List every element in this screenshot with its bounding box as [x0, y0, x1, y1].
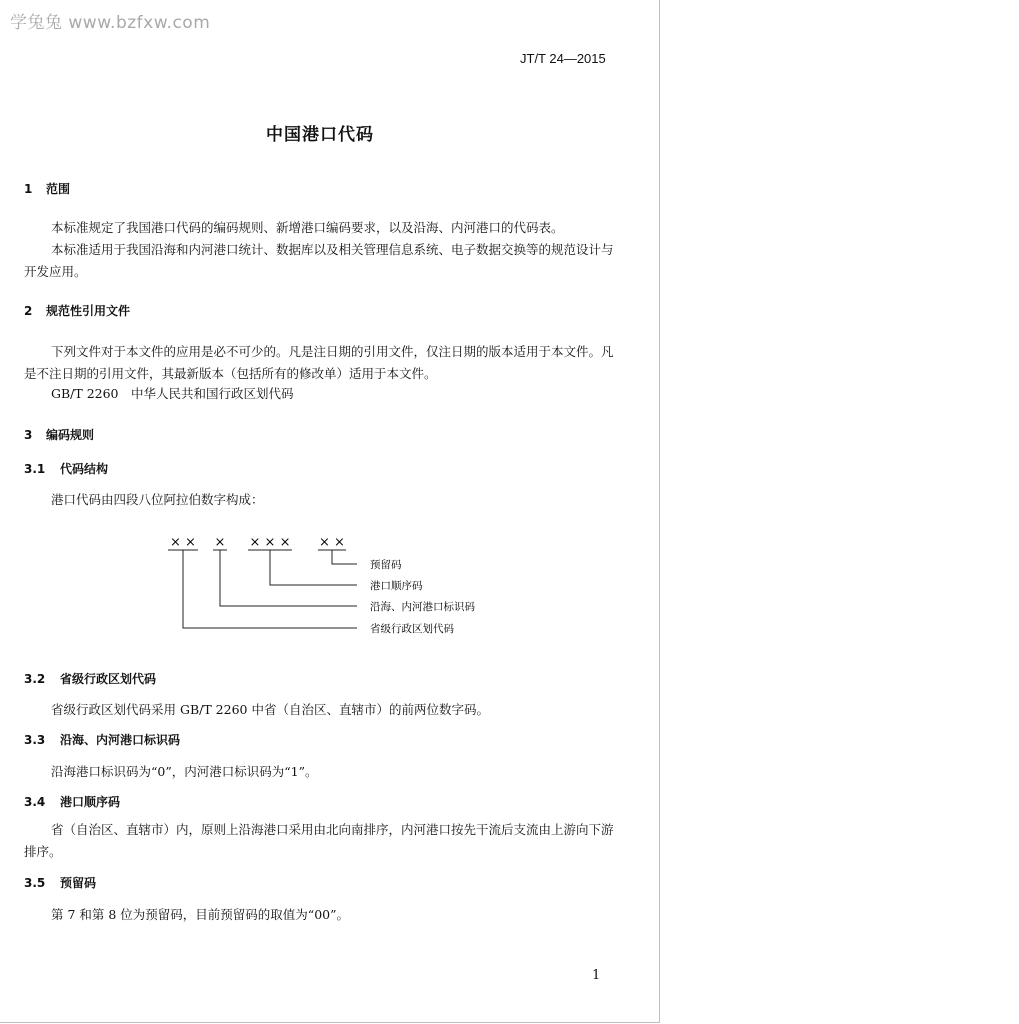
section-3-5-heading — [24, 874, 96, 891]
watermark: 学兔兔 www.bzfxw.com — [10, 13, 211, 33]
document-title: 中国港口代码 — [266, 125, 374, 145]
section-title: 范围 — [46, 182, 71, 196]
code-group-1: × × — [170, 535, 196, 550]
section-3-3-heading — [24, 731, 180, 748]
section-title: 规范性引用文件 — [46, 304, 131, 318]
section-3-2-paragraph: 省级行政区划代码采用 GB/T 2260 中省（自治区、直辖市）的前两位数字码。 — [51, 702, 489, 717]
section-number: 1 — [24, 182, 33, 196]
section-3-2-heading — [24, 670, 156, 687]
section-1-paragraph-2: 本标准适用于我国沿海和内河港口统计、数据库以及相关管理信息系统、电子数据交换等的规范设计与开发应用。 — [24, 242, 614, 279]
section-title: 代码结构 — [60, 462, 109, 476]
section-title: 沿海、内河港口标识码 — [60, 733, 181, 747]
section-number: 3.3 — [24, 733, 46, 747]
section-2-paragraph: 下列文件对于本文件的应用是必不可少的。凡是注日期的引用文件，仅注日期的版本适用于本文件。凡是不注日期的引用文件，其最新版本（包括所有的修改单）适用于本文件。 — [24, 344, 614, 381]
code-group-2: × — [214, 535, 226, 550]
label-province-code: 省级行政区划代码 — [370, 623, 454, 635]
section-number: 3.2 — [24, 672, 46, 686]
section-title: 预留码 — [60, 876, 97, 890]
label-port-sequence-code: 港口顺序码 — [370, 580, 423, 592]
document-code: JT/T 24—2015 — [520, 51, 606, 66]
section-title: 港口顺序码 — [60, 795, 121, 809]
diagram-leader-lines — [168, 550, 357, 628]
label-coastal-inland-code: 沿海、内河港口标识码 — [370, 601, 475, 613]
section-number: 3.1 — [24, 462, 46, 476]
section-3-1-paragraph: 港口代码由四段八位阿拉伯数字构成： — [51, 492, 264, 507]
section-number: 3.5 — [24, 876, 46, 890]
section-3-4-paragraph: 省（自治区、直辖市）内，原则上沿海港口采用由北向南排序，内河港口按先干流后支流由上游向下游排序。 — [24, 822, 614, 859]
section-number: 3 — [24, 428, 33, 442]
section-title: 省级行政区划代码 — [60, 672, 157, 686]
code-group-3: × × × — [249, 535, 291, 550]
section-3-4-heading — [24, 793, 120, 810]
section-number: 2 — [24, 304, 33, 318]
page-number: 1 — [592, 968, 601, 983]
section-3-5-paragraph: 第 7 和第 8 位为预留码，目前预留码的取值为“00”。 — [51, 907, 349, 922]
section-number: 3.4 — [24, 795, 46, 809]
code-group-4: × × — [319, 535, 345, 550]
code-structure-diagram — [0, 0, 659, 660]
section-3-3-paragraph: 沿海港口标识码为“0”，内河港口标识码为“1”。 — [51, 764, 318, 779]
label-reserved-code: 预留码 — [370, 559, 402, 571]
normative-reference: GB/T 2260 中华人民共和国行政区划代码 — [51, 386, 294, 401]
section-1-paragraph-1: 本标准规定了我国港口代码的编码规则、新增港口编码要求，以及沿海、内河港口的代码表。 — [51, 220, 564, 235]
section-title: 编码规则 — [46, 428, 95, 442]
